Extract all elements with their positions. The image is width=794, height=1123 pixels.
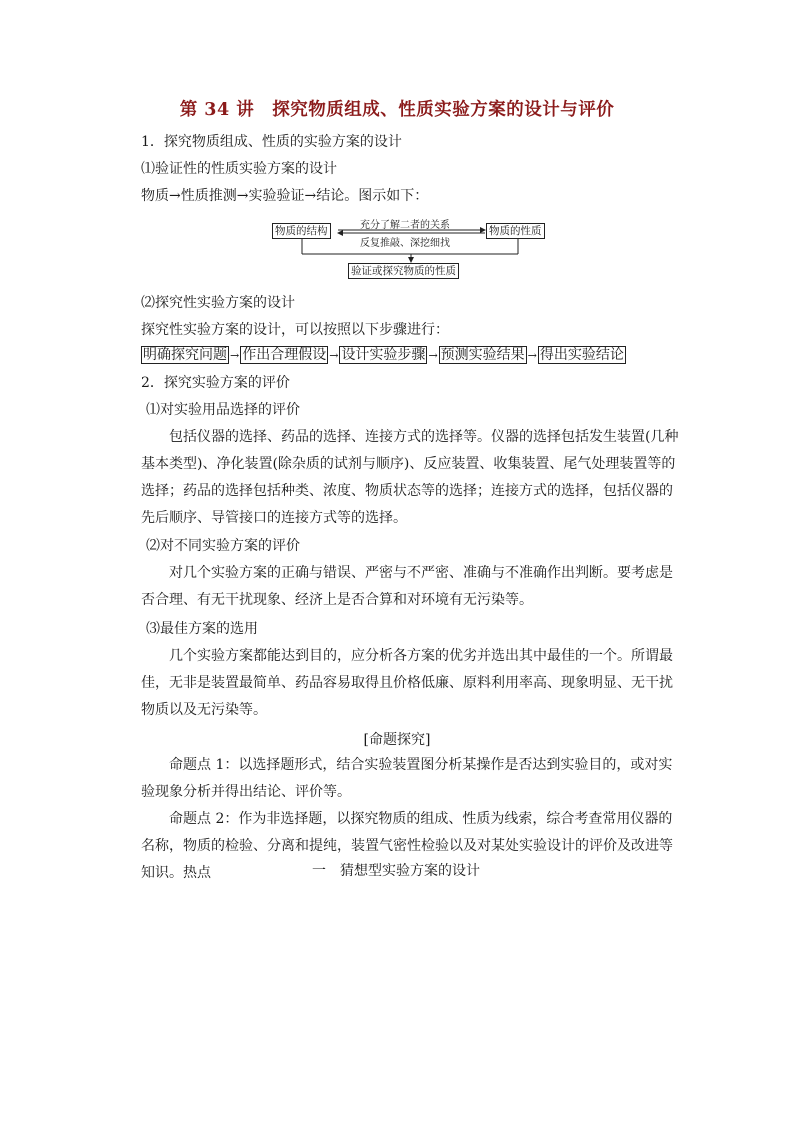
point-1: 命题点 1：以选择题形式，结合实验装置图分析某操作是否达到实验目的，或对实验现象分析并得出结论、评价等。	[141, 757, 673, 800]
arrow-right-icon: →	[527, 348, 537, 362]
section-2-1-text: 包括仪器的选择、药品的选择、连接方式的选择等。仪器的选择包括发生装置(几种基本类型)、净化装置(除杂质的试剂与顺序)、反应装置、收集装置、尾气处理装置等的选择；药品的选择包括种类、浓度、物质状态等的选择；连接方式的选择，包括仪器的先后顺序、导管接口的连接方式等的选择。	[141, 429, 679, 526]
procedure-steps	[141, 346, 626, 364]
step-3: 设计实验步骤	[341, 347, 426, 363]
section-2-2-text: 对几个实验方案的正确与错误、严密与不严密、准确与不准确作出判断。要考虑是否合理、有无干扰现象、经济上是否合算和对环境有无污染等。	[141, 565, 673, 608]
structure-property-diagram	[272, 214, 550, 282]
section-1-heading: 1．探究物质组成、性质的实验方案的设计	[141, 134, 402, 150]
section-2-heading: 2．探究实验方案的评价	[141, 375, 290, 391]
point-2: 命题点 2：作为非选择题，以探究物质的组成、性质为线索，综合考查常用仪器的名称，物质的检验、分离和提纯，装置气密性检验以及对某处实验设计的评价及改进等知识。热点	[141, 811, 673, 881]
label-repeat-study: 反复推敲、深挖细找	[360, 238, 450, 249]
label-know-relation: 充分了解二者的关系	[360, 220, 450, 231]
step-1: 明确探究问题	[143, 347, 227, 363]
step-4: 预测实验结果	[440, 347, 525, 363]
section-2-2-heading: ⑵对不同实验方案的评价	[146, 538, 300, 554]
section-2-1-heading: ⑴对实验用品选择的评价	[146, 402, 300, 418]
section-1-1-heading: ⑴验证性的性质实验方案的设计	[141, 161, 337, 177]
hotspot-heading: 一 猜想型实验方案的设计	[312, 863, 480, 879]
step-2: 作出合理假设	[242, 347, 327, 363]
box-structure: 物质的结构	[272, 223, 331, 239]
section-1-1-text: 物质→性质推测→实验验证→结论。图示如下：	[141, 188, 429, 204]
section-1-2-text: 探究性实验方案的设计，可以按照以下步骤进行：	[141, 322, 449, 338]
arrow-right-icon: →	[230, 348, 240, 362]
arrow-right-icon: →	[329, 348, 339, 362]
mingti-heading: [命题探究]	[363, 732, 431, 748]
section-2-3-text: 几个实验方案都能达到目的，应分析各方案的优劣并选出其中最佳的一个。所谓最佳，无非是装置最简单、药品容易取得且价格低廉、原料利用率高、现象明显、无干扰物质以及无污染等。	[141, 648, 673, 718]
box-verify: 验证或探究物质的性质	[348, 263, 459, 279]
step-5: 得出实验结论	[539, 347, 624, 363]
box-property: 物质的性质	[486, 223, 545, 239]
arrow-right-icon: →	[428, 348, 438, 362]
section-1-2-heading: ⑵探究性实验方案的设计	[141, 295, 295, 311]
section-2-3-heading: ⑶最佳方案的选用	[146, 621, 258, 637]
page-title: 第 34 讲 探究物质组成、性质实验方案的设计与评价	[179, 100, 615, 120]
